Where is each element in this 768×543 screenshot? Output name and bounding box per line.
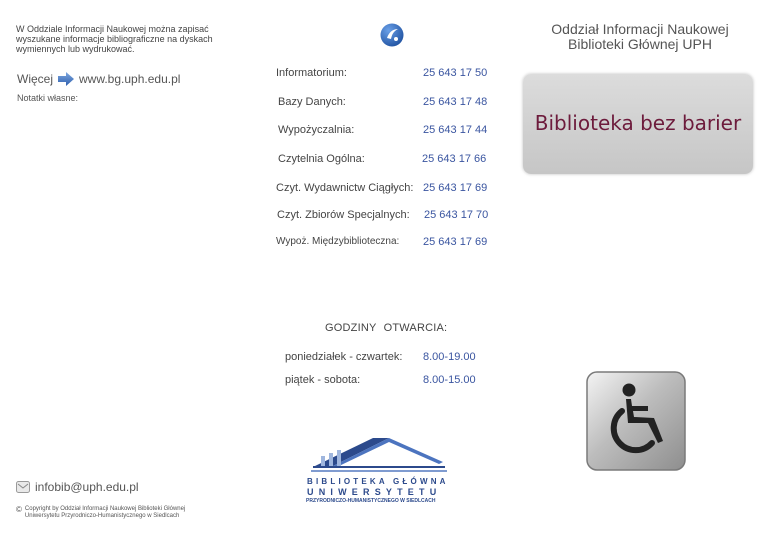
hours-time: 8.00-19.00 (423, 351, 476, 363)
intro-line: wyszukane informacje bibliograficzne na dyskach (16, 34, 213, 44)
banner-title: Biblioteka bez barier (534, 111, 742, 135)
intro-line: W Oddziale Informacji Naukowej można zapisać (16, 24, 209, 34)
hours-title: GODZINY OTWARCIA: (325, 322, 448, 334)
library-logo-icon (303, 436, 453, 476)
contact-phone: 25 643 17 69 (423, 236, 488, 248)
contact-phone: 25 643 17 48 (423, 96, 488, 108)
department-line: Biblioteki Głównej UPH (568, 36, 712, 52)
contact-label: Informatorium: (276, 67, 347, 79)
contact-label: Czyt. Zbiorów Specjalnych: (277, 209, 410, 221)
contact-phone: 25 643 17 44 (423, 124, 488, 136)
contact-phone: 25 643 17 69 (423, 182, 488, 194)
contact-phone: 25 643 17 66 (422, 153, 487, 165)
arrow-right-icon (57, 72, 75, 86)
wheelchair-icon (586, 371, 686, 471)
intro-text (16, 24, 238, 54)
contact-label: Bazy Danych: (278, 96, 346, 108)
contact-label: Wypoż. Międzybiblioteczna: (276, 236, 400, 247)
contact-phone: 25 643 17 70 (424, 209, 489, 221)
more-info (17, 72, 180, 86)
more-label: Więcej (17, 72, 54, 86)
department-line: Oddział Informacji Naukowej (551, 21, 729, 37)
copyright-line: Uniwersytetu Przyrodniczo-Humanistycznego w Siedlcach (24, 513, 180, 519)
hours-time: 8.00-15.00 (423, 374, 476, 386)
intro-line: wymiennych lub wydrukować. (16, 44, 135, 54)
copyright-icon: © (16, 505, 22, 514)
email-contact (16, 480, 139, 494)
library-logo (303, 436, 453, 508)
library-logo-line: BIBLIOTEKA GŁÓWNA (307, 477, 449, 486)
contact-phone: 25 643 17 50 (423, 67, 488, 79)
hours-days: poniedziałek - czwartek: (285, 351, 403, 363)
phone-icon (380, 23, 404, 47)
envelope-icon (16, 481, 30, 493)
hours-days: piątek - sobota: (285, 374, 361, 386)
title-banner (523, 74, 753, 174)
contact-label: Wypożyczalnia: (278, 124, 355, 136)
email-link[interactable]: infobib@uph.edu.pl (35, 480, 139, 494)
contact-label: Czyt. Wydawnictw Ciągłych: (276, 182, 414, 194)
copyright-line: Copyright by Oddział Informacji Naukowej Biblioteki Głównej (24, 506, 186, 512)
website-link[interactable]: www.bg.uph.edu.pl (79, 72, 181, 86)
library-logo-line: UNIWERSYTETU (307, 487, 442, 497)
notes-label: Notatki własne: (17, 93, 79, 103)
contact-label: Czytelnia Ogólna: (278, 153, 365, 165)
copyright-note (16, 506, 226, 520)
department-title (530, 22, 750, 52)
library-logo-line: PRZYRODNICZO-HUMANISTYCZNEGO W SIEDLCACH (306, 498, 436, 504)
